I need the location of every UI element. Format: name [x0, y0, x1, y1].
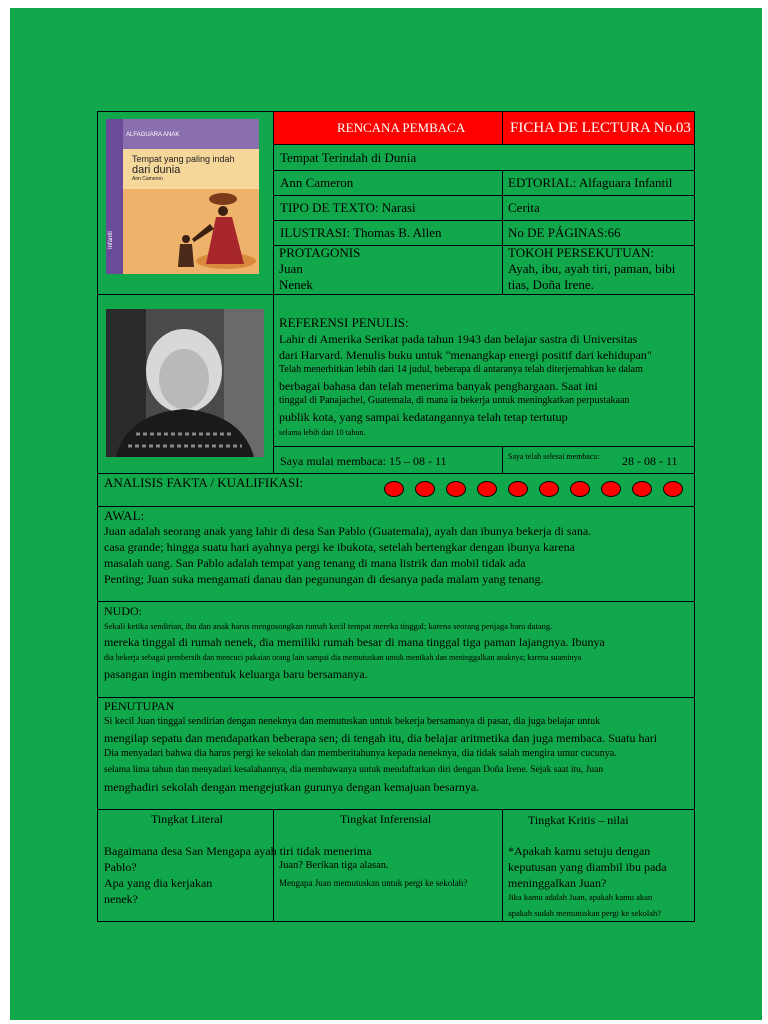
penutupan-line: Dia menyadari bahwa dia harus pergi ke sekolah dan memberitahunya kepada neneknya, dia tidak salah mengira umur cucunya.: [104, 748, 617, 759]
author-ref-label: REFERENSI PENULIS:: [279, 315, 409, 330]
book-pages: No DE PÁGINAS:66: [508, 225, 621, 240]
author-ref-line: Lahir di Amerika Serikat pada tahun 1943 dan belajar sastra di Universitas: [279, 332, 638, 346]
rating-dot[interactable]: [539, 481, 559, 497]
book-tipo-value: Cerita: [508, 200, 540, 215]
rating-dot[interactable]: [415, 481, 435, 497]
rating-dot[interactable]: [384, 481, 404, 497]
date-finish-label: Saya telah selesai membaca:: [508, 452, 600, 461]
date-start: Saya mulai membaca: 15 – 08 - 11: [280, 454, 447, 468]
analysis-label: ANALISIS FAKTA / KUALIFIKASI:: [104, 475, 304, 490]
cover-spine-text: Infantil: [108, 231, 114, 249]
book-title: Tempat Terindah di Dunia: [280, 150, 417, 165]
awal-line: Penting; Juan suka mengamati danau dan pegunungan di desanya pada malam yang tenang.: [104, 572, 544, 586]
author-ref-line: selama lebih dari 10 tahun.: [279, 428, 366, 437]
rating-dot[interactable]: [663, 481, 683, 497]
cover-title-line2: dari dunia: [132, 164, 181, 176]
author-ref-line: dari Harvard. Menulis buku untuk "menangkap energi positif dari kehidupan": [279, 348, 652, 362]
kritis-line: apakah sudah memutuskan pergi ke sekolah?: [508, 908, 662, 918]
author-ref-line: berbagai bahasa dan telah menerima banyak penghargaan. Saat ini: [279, 379, 598, 393]
penutupan-line: selama lima tahun dan menyadari kesalahannya, dia membawanya untuk mendaftarkan diri dengan Doña Irene. Sejak saat itu, Juan: [104, 765, 604, 775]
tokoh-1: Ayah, ibu, ayah tiri, paman, bibi: [508, 261, 676, 276]
date-finish-value: 28 - 08 - 11: [622, 454, 678, 468]
author-ref-line: Telah menerbitkan lebih dari 14 judul, beberapa di antaranya telah diterjemahkan ke dalam: [279, 364, 643, 375]
author-ref-line: tinggal di Panajachel, Guatemala, di mana ia bekerja untuk meningkatkan perpustakaan: [279, 395, 630, 406]
kritis-line: *Apakah kamu setuju dengan: [508, 844, 651, 858]
rating-dot[interactable]: [446, 481, 466, 497]
protagonis-label: PROTAGONIS: [279, 245, 361, 260]
author-photo: [106, 309, 264, 457]
nudo-line: dia bekerja sebagai pembersih dan mencuci pakaian orang lain sampai dia memutuskan untuk menikah dan meninggalkan anaknya; karena suaminya: [104, 653, 582, 662]
penutupan-line: Si kecil Juan tinggal sendirian dengan neneknya dan memutuskan untuk bekerja bersamanya di pasar, dia juga belajar untuk: [104, 716, 601, 727]
kritis-line: Jika kamu adalah Juan, apakah kamu akan: [508, 892, 653, 902]
literal-line: Pablo?: [104, 860, 137, 874]
literal-line: Bagaimana desa San Mengapa ayah tiri tidak menerima: [104, 844, 372, 858]
inferensial-label: Tingkat Inferensial: [340, 812, 432, 826]
book-cover-image: [106, 119, 259, 274]
penutupan-label: PENUTUPAN: [104, 699, 175, 713]
literal-line: Apa yang dia kerjakan: [104, 876, 213, 890]
kritis-line: keputusan yang diambil ibu pada: [508, 860, 667, 874]
penutupan-line: mengilap sepatu dan mendapatkan beberapa sen; di tengah itu, dia belajar aritmetika dan juga membaca. Suatu hari: [104, 731, 658, 745]
book-author: Ann Cameron: [280, 175, 354, 190]
book-tipo: TIPO DE TEXTO: Narasi: [280, 200, 416, 215]
inferensial-line: Juan? Berikan tiga alasan.: [279, 860, 389, 871]
rating-dot[interactable]: [570, 481, 590, 497]
header-rencana-label: RENCANA PEMBACA: [337, 120, 466, 135]
literal-label: Tingkat Literal: [151, 812, 223, 826]
kritis-label: Tingkat Kritis – nilai: [528, 813, 629, 827]
header-ficha-label: FICHA DE LECTURA No.03: [510, 120, 691, 136]
nudo-line: pasangan ingin membentuk keluarga baru bersamanya.: [104, 667, 368, 681]
kritis-line: meninggalkan Juan?: [508, 876, 607, 890]
tokoh-label: TOKOH PERSEKUTUAN:: [508, 245, 655, 260]
book-ilustrasi: ILUSTRASI: Thomas B. Allen: [280, 225, 442, 240]
nudo-line: Sekali ketika sendirian, ibu dan anak harus mengosongkan rumah kecil tempat mereka tinggal; karena seorang penjaga baru datang.: [104, 621, 553, 631]
awal-line: Juan adalah seorang anak yang lahir di desa San Pablo (Guatemala), ayah dan ibunya bekerja di sana.: [104, 524, 592, 538]
awal-line: masalah uang. San Pablo adalah tempat yang tenang di mana listrik dan mobil tidak ada: [104, 556, 526, 570]
inferensial-line: Mengapa Juan memutuskan untuk pergi ke sekolah?: [279, 878, 468, 888]
awal-label: AWAL:: [104, 508, 145, 523]
author-ref-line: publik kota, yang sampai kedatangannya telah tetap tertutup: [279, 410, 568, 424]
literal-line: nenek?: [104, 892, 138, 906]
book-editorial: EDTORIAL: Alfaguara Infantil: [508, 175, 673, 190]
penutupan-line: menghadiri sekolah dengan mengejutkan gurunya dengan kemajuan besarnya.: [104, 780, 480, 794]
cover-author: Ann Cameron: [132, 176, 163, 182]
nudo-label: NUDO:: [104, 604, 142, 618]
cover-series-text: ALFAGUARA ANAK: [126, 132, 180, 138]
cover-title-line1: Tempat yang paling indah: [132, 154, 235, 164]
rating-dot[interactable]: [601, 481, 621, 497]
protagonis-2: Nenek: [279, 277, 313, 292]
rating-dot[interactable]: [632, 481, 652, 497]
rating-dot[interactable]: [477, 481, 497, 497]
tokoh-2: tias, Doña Irene.: [508, 277, 594, 292]
awal-line: casa grande; hingga suatu hari ayahnya pergi ke ibukota, setelah bertengkar dengan ibunya karena: [104, 540, 575, 554]
rating-dot[interactable]: [508, 481, 528, 497]
nudo-line: mereka tinggal di rumah nenek, dia memiliki rumah besar di mana tinggal tiga paman lajangnya. Ibunya: [104, 635, 605, 649]
protagonis-1: Juan: [279, 261, 303, 276]
